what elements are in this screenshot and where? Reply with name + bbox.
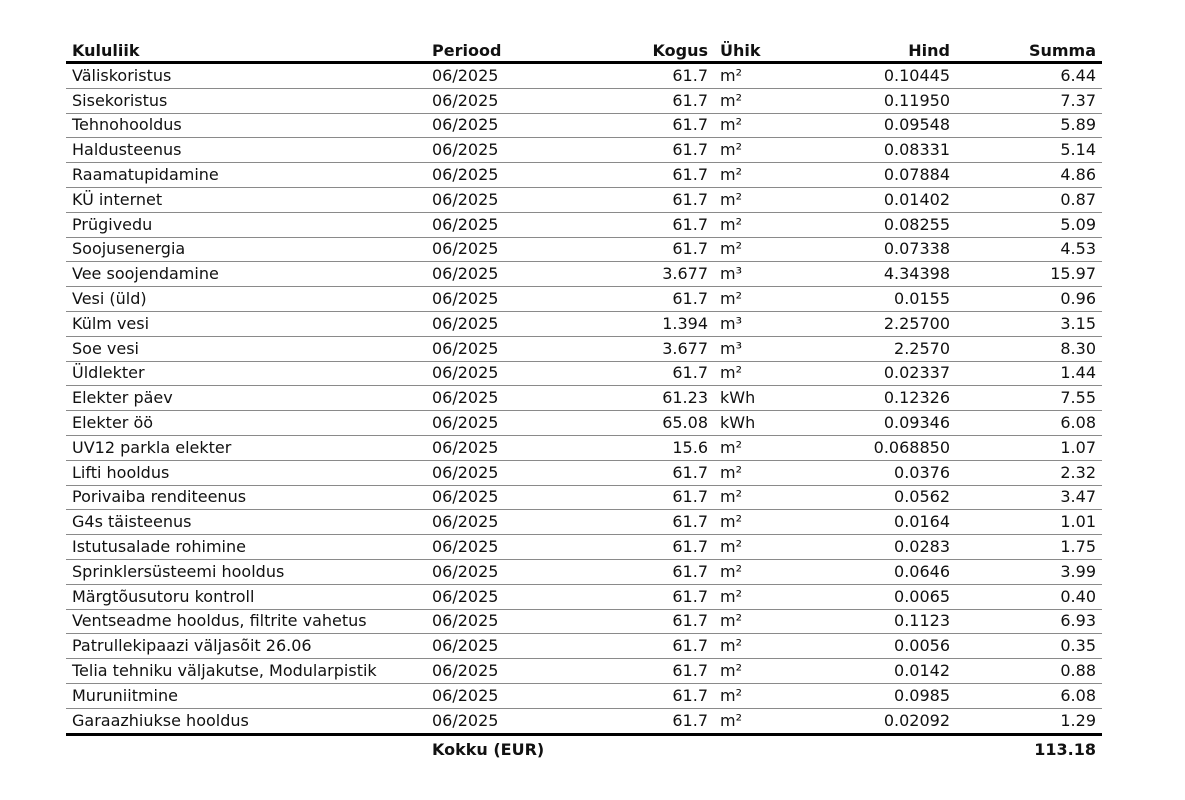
- table-row: [66, 659, 1102, 684]
- cell-unit: m²: [716, 559, 780, 584]
- cell-price: 0.08331: [780, 138, 956, 163]
- cell-unit: kWh: [716, 386, 780, 411]
- cost-breakdown-document: [66, 37, 1102, 764]
- cell-period: 06/2025: [426, 683, 546, 708]
- cell-sum: 0.88: [956, 659, 1102, 684]
- cell-unit: m³: [716, 311, 780, 336]
- table-row: [66, 361, 1102, 386]
- cell-price: 0.07338: [780, 237, 956, 262]
- cell-price: 0.0065: [780, 584, 956, 609]
- cell-price: 0.0646: [780, 559, 956, 584]
- cell-price: 0.12326: [780, 386, 956, 411]
- cell-period: 06/2025: [426, 237, 546, 262]
- table-row: [66, 460, 1102, 485]
- cell-name: Soe vesi: [66, 336, 426, 361]
- cell-sum: 15.97: [956, 262, 1102, 287]
- cell-name: Tehnohooldus: [66, 113, 426, 138]
- cell-qty: 65.08: [546, 411, 716, 436]
- cell-name: Soojusenergia: [66, 237, 426, 262]
- cell-unit: m²: [716, 683, 780, 708]
- total-spacer: [66, 734, 426, 764]
- total-row: [66, 734, 1102, 764]
- cell-sum: 0.96: [956, 287, 1102, 312]
- cell-unit: m²: [716, 460, 780, 485]
- table-body: [66, 63, 1102, 735]
- table-row: [66, 510, 1102, 535]
- cell-unit: m²: [716, 138, 780, 163]
- table-row: [66, 609, 1102, 634]
- cell-unit: m²: [716, 634, 780, 659]
- cell-price: 0.09346: [780, 411, 956, 436]
- cell-sum: 1.44: [956, 361, 1102, 386]
- cell-qty: 61.7: [546, 535, 716, 560]
- cell-unit: m²: [716, 435, 780, 460]
- cell-price: 4.34398: [780, 262, 956, 287]
- cell-qty: 61.7: [546, 559, 716, 584]
- table-row: [66, 435, 1102, 460]
- header-row: [66, 37, 1102, 63]
- table-row: [66, 113, 1102, 138]
- cell-qty: 61.7: [546, 609, 716, 634]
- cell-unit: m²: [716, 113, 780, 138]
- cell-qty: 61.7: [546, 163, 716, 188]
- cell-period: 06/2025: [426, 708, 546, 734]
- cell-price: 0.10445: [780, 63, 956, 89]
- cell-unit: m³: [716, 336, 780, 361]
- cell-name: Lifti hooldus: [66, 460, 426, 485]
- cell-period: 06/2025: [426, 361, 546, 386]
- cell-unit: m²: [716, 212, 780, 237]
- cell-price: 0.0164: [780, 510, 956, 535]
- cell-name: Väliskoristus: [66, 63, 426, 89]
- cell-qty: 61.7: [546, 659, 716, 684]
- cell-qty: 61.7: [546, 460, 716, 485]
- cell-unit: m²: [716, 88, 780, 113]
- cell-sum: 0.35: [956, 634, 1102, 659]
- cell-price: 0.01402: [780, 187, 956, 212]
- cell-qty: 61.7: [546, 138, 716, 163]
- cell-period: 06/2025: [426, 485, 546, 510]
- cell-sum: 1.29: [956, 708, 1102, 734]
- cell-qty: 61.7: [546, 113, 716, 138]
- table-footer: [66, 734, 1102, 764]
- cell-unit: m²: [716, 659, 780, 684]
- table-row: [66, 212, 1102, 237]
- header-unit: Ühik: [716, 37, 780, 63]
- cell-unit: m²: [716, 510, 780, 535]
- table-row: [66, 683, 1102, 708]
- cell-period: 06/2025: [426, 386, 546, 411]
- cell-sum: 6.93: [956, 609, 1102, 634]
- cell-qty: 61.7: [546, 708, 716, 734]
- table-row: [66, 63, 1102, 89]
- header-period: Periood: [426, 37, 546, 63]
- cell-price: 0.11950: [780, 88, 956, 113]
- cell-qty: 61.7: [546, 88, 716, 113]
- cell-period: 06/2025: [426, 609, 546, 634]
- table-row: [66, 262, 1102, 287]
- cell-price: 0.0155: [780, 287, 956, 312]
- cell-qty: 61.7: [546, 683, 716, 708]
- cell-sum: 5.09: [956, 212, 1102, 237]
- cell-qty: 61.7: [546, 187, 716, 212]
- cell-period: 06/2025: [426, 113, 546, 138]
- cell-name: KÜ internet: [66, 187, 426, 212]
- total-spacer-2: [780, 734, 956, 764]
- cell-name: Elekter öö: [66, 411, 426, 436]
- cell-period: 06/2025: [426, 510, 546, 535]
- header-name: Kululiik: [66, 37, 426, 63]
- cell-qty: 61.7: [546, 287, 716, 312]
- cell-name: Sprinklersüsteemi hooldus: [66, 559, 426, 584]
- cell-unit: m³: [716, 262, 780, 287]
- cell-name: Porivaiba renditeenus: [66, 485, 426, 510]
- cell-name: Istutusalade rohimine: [66, 535, 426, 560]
- table-row: [66, 386, 1102, 411]
- cell-sum: 7.37: [956, 88, 1102, 113]
- cell-price: 2.2570: [780, 336, 956, 361]
- cell-price: 0.07884: [780, 163, 956, 188]
- cell-sum: 6.44: [956, 63, 1102, 89]
- cell-sum: 4.53: [956, 237, 1102, 262]
- cell-qty: 61.7: [546, 212, 716, 237]
- cell-period: 06/2025: [426, 411, 546, 436]
- table-row: [66, 559, 1102, 584]
- cell-unit: m²: [716, 535, 780, 560]
- header-price: Hind: [780, 37, 956, 63]
- table-row: [66, 311, 1102, 336]
- cell-name: UV12 parkla elekter: [66, 435, 426, 460]
- table-row: [66, 88, 1102, 113]
- table-row: [66, 287, 1102, 312]
- cell-name: Elekter päev: [66, 386, 426, 411]
- cell-name: Sisekoristus: [66, 88, 426, 113]
- cell-price: 0.02337: [780, 361, 956, 386]
- cell-period: 06/2025: [426, 435, 546, 460]
- cell-name: Garaazhiukse hooldus: [66, 708, 426, 734]
- cell-sum: 1.07: [956, 435, 1102, 460]
- table-row: [66, 634, 1102, 659]
- header-sum: Summa: [956, 37, 1102, 63]
- cell-qty: 1.394: [546, 311, 716, 336]
- cell-name: Patrullekipaazi väljasõit 26.06: [66, 634, 426, 659]
- cell-unit: m²: [716, 708, 780, 734]
- cell-period: 06/2025: [426, 88, 546, 113]
- cell-price: 2.25700: [780, 311, 956, 336]
- cell-unit: m²: [716, 609, 780, 634]
- table-row: [66, 237, 1102, 262]
- cell-name: Üldlekter: [66, 361, 426, 386]
- cell-sum: 5.89: [956, 113, 1102, 138]
- cell-name: Raamatupidamine: [66, 163, 426, 188]
- cell-name: G4s täisteenus: [66, 510, 426, 535]
- table-row: [66, 708, 1102, 734]
- cell-price: 0.0562: [780, 485, 956, 510]
- cell-sum: 0.87: [956, 187, 1102, 212]
- table-row: [66, 411, 1102, 436]
- table-row: [66, 138, 1102, 163]
- cell-sum: 6.08: [956, 683, 1102, 708]
- cell-name: Vesi (üld): [66, 287, 426, 312]
- cell-name: Vee soojendamine: [66, 262, 426, 287]
- cell-period: 06/2025: [426, 163, 546, 188]
- cell-qty: 61.7: [546, 63, 716, 89]
- table-row: [66, 336, 1102, 361]
- cell-name: Muruniitmine: [66, 683, 426, 708]
- total-value: 113.18: [1034, 739, 1096, 759]
- cell-period: 06/2025: [426, 212, 546, 237]
- cell-period: 06/2025: [426, 634, 546, 659]
- cell-unit: kWh: [716, 411, 780, 436]
- cell-sum: 8.30: [956, 336, 1102, 361]
- cell-qty: 61.7: [546, 510, 716, 535]
- table-header: [66, 37, 1102, 63]
- table-row: [66, 163, 1102, 188]
- cell-unit: m²: [716, 187, 780, 212]
- cell-price: 0.0056: [780, 634, 956, 659]
- cell-period: 06/2025: [426, 138, 546, 163]
- cell-sum: 0.40: [956, 584, 1102, 609]
- cell-sum: 3.15: [956, 311, 1102, 336]
- cell-period: 06/2025: [426, 287, 546, 312]
- cell-name: Prügivedu: [66, 212, 426, 237]
- cell-period: 06/2025: [426, 187, 546, 212]
- cell-qty: 61.7: [546, 361, 716, 386]
- cell-name: Märgtõusutoru kontroll: [66, 584, 426, 609]
- cell-period: 06/2025: [426, 535, 546, 560]
- table-row: [66, 584, 1102, 609]
- cell-unit: m²: [716, 163, 780, 188]
- cell-unit: m²: [716, 361, 780, 386]
- cell-price: 0.0985: [780, 683, 956, 708]
- cell-period: 06/2025: [426, 63, 546, 89]
- cell-unit: m²: [716, 63, 780, 89]
- cell-price: 0.0142: [780, 659, 956, 684]
- cell-name: Telia tehniku väljakutse, Modularpistik: [66, 659, 426, 684]
- cell-unit: m²: [716, 584, 780, 609]
- cell-price: 0.0376: [780, 460, 956, 485]
- cell-qty: 61.7: [546, 634, 716, 659]
- table-row: [66, 187, 1102, 212]
- cell-name: Ventseadme hooldus, filtrite vahetus: [66, 609, 426, 634]
- cell-qty: 61.7: [546, 485, 716, 510]
- cell-sum: 1.01: [956, 510, 1102, 535]
- cell-qty: 15.6: [546, 435, 716, 460]
- cell-qty: 3.677: [546, 262, 716, 287]
- cell-price: 0.1123: [780, 609, 956, 634]
- cell-period: 06/2025: [426, 559, 546, 584]
- cell-unit: m²: [716, 237, 780, 262]
- cell-period: 06/2025: [426, 336, 546, 361]
- cell-unit: m²: [716, 287, 780, 312]
- cell-qty: 3.677: [546, 336, 716, 361]
- cell-sum: 5.14: [956, 138, 1102, 163]
- cell-price: 0.08255: [780, 212, 956, 237]
- cell-period: 06/2025: [426, 659, 546, 684]
- cell-sum: 3.99: [956, 559, 1102, 584]
- cell-price: 0.02092: [780, 708, 956, 734]
- cell-qty: 61.7: [546, 237, 716, 262]
- cell-sum: 2.32: [956, 460, 1102, 485]
- total-label: Kokku (EUR): [432, 739, 545, 759]
- cell-period: 06/2025: [426, 584, 546, 609]
- table-row: [66, 535, 1102, 560]
- cell-price: 0.09548: [780, 113, 956, 138]
- table-row: [66, 485, 1102, 510]
- cell-unit: m²: [716, 485, 780, 510]
- cell-qty: 61.23: [546, 386, 716, 411]
- cell-qty: 61.7: [546, 584, 716, 609]
- cell-sum: 6.08: [956, 411, 1102, 436]
- cell-name: Külm vesi: [66, 311, 426, 336]
- cell-period: 06/2025: [426, 311, 546, 336]
- cell-name: Haldusteenus: [66, 138, 426, 163]
- cell-sum: 7.55: [956, 386, 1102, 411]
- cell-sum: 1.75: [956, 535, 1102, 560]
- cell-sum: 4.86: [956, 163, 1102, 188]
- header-qty: Kogus: [546, 37, 716, 63]
- cell-sum: 3.47: [956, 485, 1102, 510]
- cell-price: 0.0283: [780, 535, 956, 560]
- cost-table: [66, 37, 1102, 764]
- cell-period: 06/2025: [426, 262, 546, 287]
- cell-period: 06/2025: [426, 460, 546, 485]
- cell-price: 0.068850: [780, 435, 956, 460]
